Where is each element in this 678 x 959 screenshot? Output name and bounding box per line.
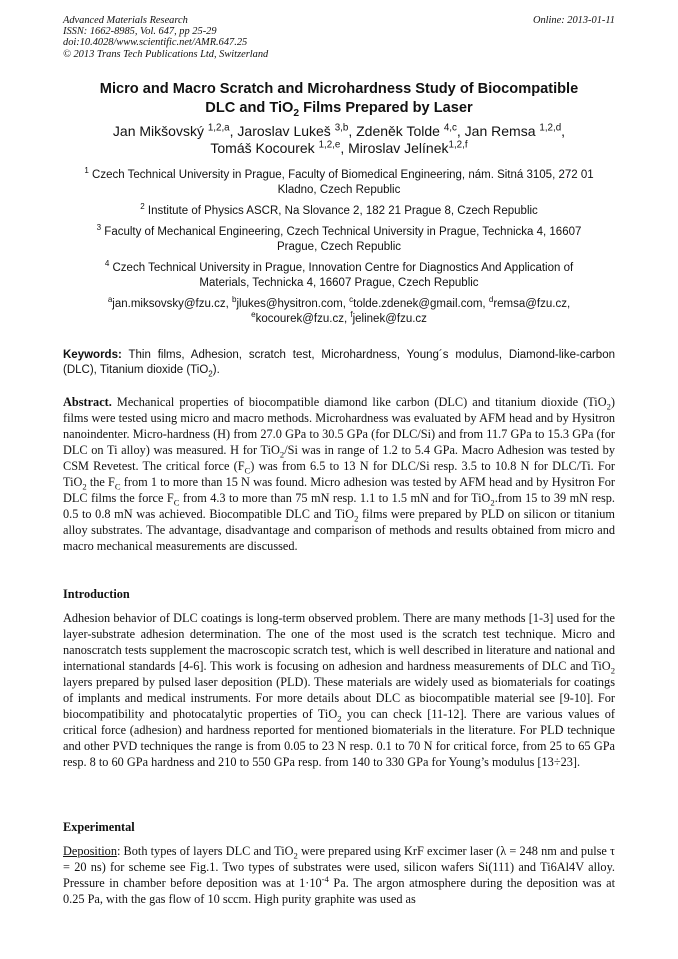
deposition-label: Deposition xyxy=(63,844,117,858)
affil-number: 3 xyxy=(96,223,102,233)
affil-text: Institute of Physics ASCR, Na Slovance 2, 182 21 Prague 8, Czech Republic xyxy=(147,205,538,217)
abstract xyxy=(63,394,615,554)
affil-number: 2 xyxy=(140,202,145,212)
journal-header xyxy=(63,15,615,60)
author-affil-sup: 3,b xyxy=(334,122,349,134)
subscript: 2 xyxy=(82,481,87,492)
affil-text: Czech Technical University in Prague, Faculty of Biomedical Engineering, nám. Sitná 3105, 272 01 xyxy=(92,169,594,181)
email-sup: d xyxy=(488,295,494,305)
author-sep: , xyxy=(348,123,357,139)
email-sup: b xyxy=(231,295,237,305)
author-sep: , xyxy=(340,140,349,156)
abstract-text: /Si was in range of 1.2 to 5.4 GPa. Macro Adhesion was tested by CSM Revetest. The critical force (F xyxy=(63,443,615,473)
affil-number: 1 xyxy=(84,166,89,176)
subscript: 2 xyxy=(490,497,495,508)
subscript: 2 xyxy=(279,449,285,460)
email-sup: c xyxy=(349,295,354,305)
author-name: Tomáš Kocourek xyxy=(210,140,315,156)
abstract-text: ) films were tested using micro and macro methods. Microhardness was evaluated by AFM head and by Hysitron nanoindenter. Micro-hardness (H) from 27.0 GPa to 30.5 GPa (for DLC/Si) and from 11.7 GPa to 15.3 GPa (for DLC on Ti alloy) was measured. H for TiO xyxy=(63,395,615,457)
email-address: jan.miksovsky@fzu.cz, xyxy=(112,298,232,310)
title-line-1: Micro and Macro Scratch and Microhardness Study of Biocompatible xyxy=(99,81,579,97)
paragraph-text: : Both types of layers DLC and TiO xyxy=(116,844,294,858)
affiliation-1 xyxy=(63,168,615,198)
affil-text: Czech Technical University in Prague, Innovation Centre for Diagnostics And Application of xyxy=(112,262,574,274)
abstract-text: from 4.3 to more than 75 mN resp. 1.1 to 1.5 mN and for TiO xyxy=(179,491,491,505)
author-name: Zdeněk Tolde xyxy=(356,123,440,139)
affil-text: Materials, Technicka 4, 16607 Prague, Czech Republic xyxy=(199,277,479,289)
affiliation-3 xyxy=(63,225,615,255)
author-name: Jan Remsa xyxy=(464,123,536,139)
keywords xyxy=(63,348,615,378)
email-address: tolde.zdenek@gmail.com, xyxy=(353,298,489,310)
keywords-text: ). xyxy=(212,364,220,376)
abstract-text: films were prepared by PLD on silicon or titanium alloy substrates. The advantage, disadvantage and comparison of methods and results obtained from micro and macro mechanical measurements are discussed. xyxy=(63,507,615,553)
issn: ISSN: 1662-8985, Vol. 647, pp 25-29 xyxy=(63,26,217,38)
email-address: jlukes@hysitron.com, xyxy=(236,298,350,310)
affil-text: Faculty of Mechanical Engineering, Czech Technical University in Prague, Technicka 4, 16607 xyxy=(104,226,582,238)
title-text: Films Prepared by Laser xyxy=(299,100,473,116)
journal-name: Advanced Materials Research xyxy=(63,15,188,26)
experimental-text xyxy=(63,843,615,907)
author-affil-sup: 4,c xyxy=(443,122,457,134)
email-sup: f xyxy=(350,310,353,320)
doi: doi:10.4028/www.scientific.net/AMR.647.25 xyxy=(63,37,248,49)
paragraph-text: were prepared using KrF excimer laser (λ = 248 nm and pulse τ = 20 ns) for scheme see Fig.1. Two types of substrates were used, silicon wafers Si(111) and Ti6Al4V alloy. Pressure in chamber before deposition was at 1·10 xyxy=(63,844,615,890)
author-line-2 xyxy=(63,140,615,157)
subscript: 2 xyxy=(606,401,611,412)
subscript: 2 xyxy=(208,369,213,379)
copyright: © 2013 Trans Tech Publications Ltd, Switzerland xyxy=(63,48,269,60)
abstract-text: .from 15 to 39 mN resp. 0.5 to 0.8 mN was achieved. Biocompatible DLC and TiO xyxy=(63,491,616,521)
keywords-text: Thin films, Adhesion, scratch test, Microhardness, Young´s modulus, Diamond-like-carbon (DLC), Titanium dioxide (TiO xyxy=(63,349,615,376)
superscript: -4 xyxy=(321,873,329,884)
subscript: C xyxy=(173,497,180,508)
author-name: Jan Mikšovský xyxy=(112,123,204,139)
email-list xyxy=(63,297,615,327)
section-heading-introduction: Introduction xyxy=(63,587,130,601)
author-affil-sup: 1,2,e xyxy=(318,139,341,151)
author-sep: , xyxy=(229,123,238,139)
subscript: C xyxy=(114,481,121,492)
online-date: Online: 2013-01-11 xyxy=(532,15,615,26)
paragraph-text: Adhesion behavior of DLC coatings is long-term observed problem. There are many methods [1-3] used for the layer-substrate adhesion determination. The one of the most used is the scratch test technique. Micro and nanoscratch tests supplement the macroscopic scratch test, which is well described in literature and national and international standards [4-6]. This work is focusing on adhesion and hardness measurements of DLC and TiO xyxy=(63,611,615,673)
author-name: Jaroslav Lukeš xyxy=(237,123,331,139)
paragraph-text: Pa. The argon atmosphere during the deposition was at 0.25 Pa, with the gas flow of 10 sccm. High purity graphite was used as xyxy=(63,876,615,906)
affil-text: Prague, Czech Republic xyxy=(276,241,401,253)
author-affil-sup: 1,2,a xyxy=(207,122,230,134)
author-affil-sup: 1,2,d xyxy=(539,122,562,134)
paragraph-text: you can check [11-12]. There are various values of critical force (adhesion) and hardness reported for mentioned biomaterials in the literature. For PLD technique and other PVD techniques the range is from 0.05 to 23 N resp. 0.1 to 70 N for critical force, from 25 to 65 GPa resp. 8 to 60 GPa hardness and 210 to 550 GPa resp. from 140 to 330 GPa for Young’s modulus [13÷23]. xyxy=(63,707,615,769)
paragraph-text: layers prepared by pulsed laser deposition (PLD). These materials are widely used as biomaterials for coatings of implants and medical instruments. For more details about DLC as biocompatible material see [9-10]. For biocompatibility and photocatalytic properties of TiO xyxy=(63,675,615,721)
abstract-text: ) was from 6.5 to 13 N for DLC/Si resp. 3.5 to 10.8 N for DLC/Ti. For TiO xyxy=(63,459,615,489)
email-address: kocourek@fzu.cz, xyxy=(255,313,351,325)
author-list xyxy=(63,123,615,157)
affil-number: 4 xyxy=(104,259,110,269)
affiliation-2 xyxy=(63,204,615,219)
email-address: jelinek@fzu.cz xyxy=(352,313,427,325)
author-affil-sup: 1,2,f xyxy=(448,139,468,151)
subscript: 2 xyxy=(610,665,615,676)
author-line-1 xyxy=(63,123,615,140)
abstract-text: Mechanical properties of biocompatible diamond like carbon (DLC) and titanium dioxide (TiO xyxy=(111,395,607,409)
subscript: 2 xyxy=(337,713,342,724)
affiliation-4 xyxy=(63,261,615,291)
affil-text: Kladno, Czech Republic xyxy=(277,184,401,196)
abstract-text: from 1 to more than 15 N was found. Micro adhesion was tested by AFM head and by Hysitron For DLC films the force F xyxy=(63,475,615,505)
author-sep: , xyxy=(456,123,465,139)
author-sep: , xyxy=(561,123,566,139)
email-address: remsa@fzu.cz, xyxy=(493,298,571,310)
subscript: 2 xyxy=(354,513,359,524)
keywords-label: Keywords: xyxy=(63,349,122,361)
email-sup: a xyxy=(107,295,113,305)
paper-title xyxy=(63,80,615,118)
subscript: C xyxy=(244,465,251,476)
abstract-text: the F xyxy=(86,475,115,489)
introduction-text xyxy=(63,610,615,770)
title-line-2 xyxy=(63,99,615,118)
author-name: Miroslav Jelínek xyxy=(348,140,449,156)
subscript: 2 xyxy=(293,850,298,861)
email-sup: e xyxy=(251,310,256,320)
title-subscript: 2 xyxy=(293,107,300,119)
section-heading-experimental: Experimental xyxy=(63,820,135,834)
title-text: DLC and TiO xyxy=(205,100,294,116)
abstract-label: Abstract. xyxy=(63,395,112,409)
